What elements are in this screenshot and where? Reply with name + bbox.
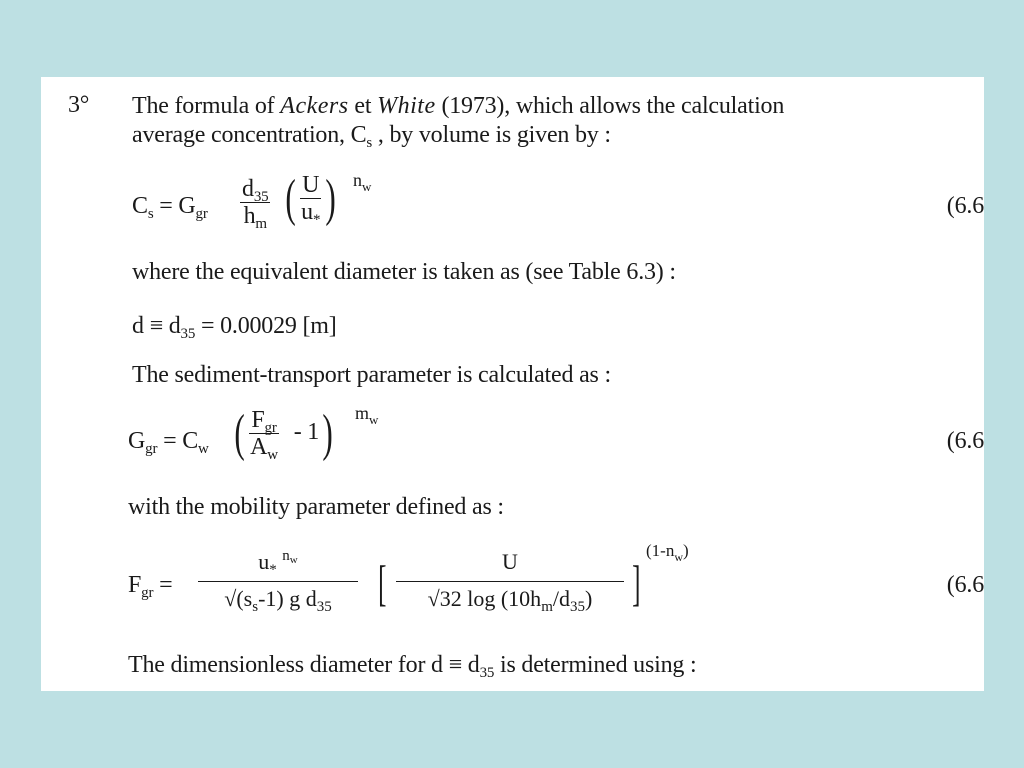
equation-mobility-parameter: $F_{gr}$ = $u_*$ $^{n_w}$ $√(s_s-1)$ g $d_{35}$ [ U √32 $\log (10h_m/d_{35})$ ] $(1-n_w)$ (6.6	[128, 541, 984, 615]
intro-line-2: average concentration, $C_s$ , by volume is given by :	[132, 122, 611, 151]
equation-diameter: $d \equiv d_{35} = 0.00029$ [m]	[132, 313, 337, 342]
equation-transport-parameter: $G_{gr} = C_w$ ( $\frac{F_{gr}}{A_w}$ - 1) $m_w$ (6.6	[128, 403, 984, 463]
equation-concentration: $C_s = G_{gr}$ $\frac{d_{35}}{h_m}$ ( $\frac{U}{u_*}$ ) $n_w$ (6.6	[132, 169, 984, 232]
intro-line-1: The formula of Ackers et White (1973), which allows the calculation	[132, 93, 785, 119]
text-mobility: with the mobility parameter defined as :	[128, 494, 504, 520]
equation-label-3: (6.6	[946, 572, 984, 598]
text-sediment: The sediment-transport parameter is calculated as :	[132, 362, 611, 388]
text-dimensionless: The dimensionless diameter for $d \equiv d_{35}$ is determined using :	[128, 652, 697, 681]
text-where: where the equivalent diameter is taken as (see Table 6.3) :	[132, 259, 676, 285]
equation-label-1: (6.6	[946, 193, 984, 219]
equation-label-2: (6.6	[946, 428, 984, 454]
document-page	[41, 77, 984, 691]
item-number: 3°	[68, 92, 90, 118]
